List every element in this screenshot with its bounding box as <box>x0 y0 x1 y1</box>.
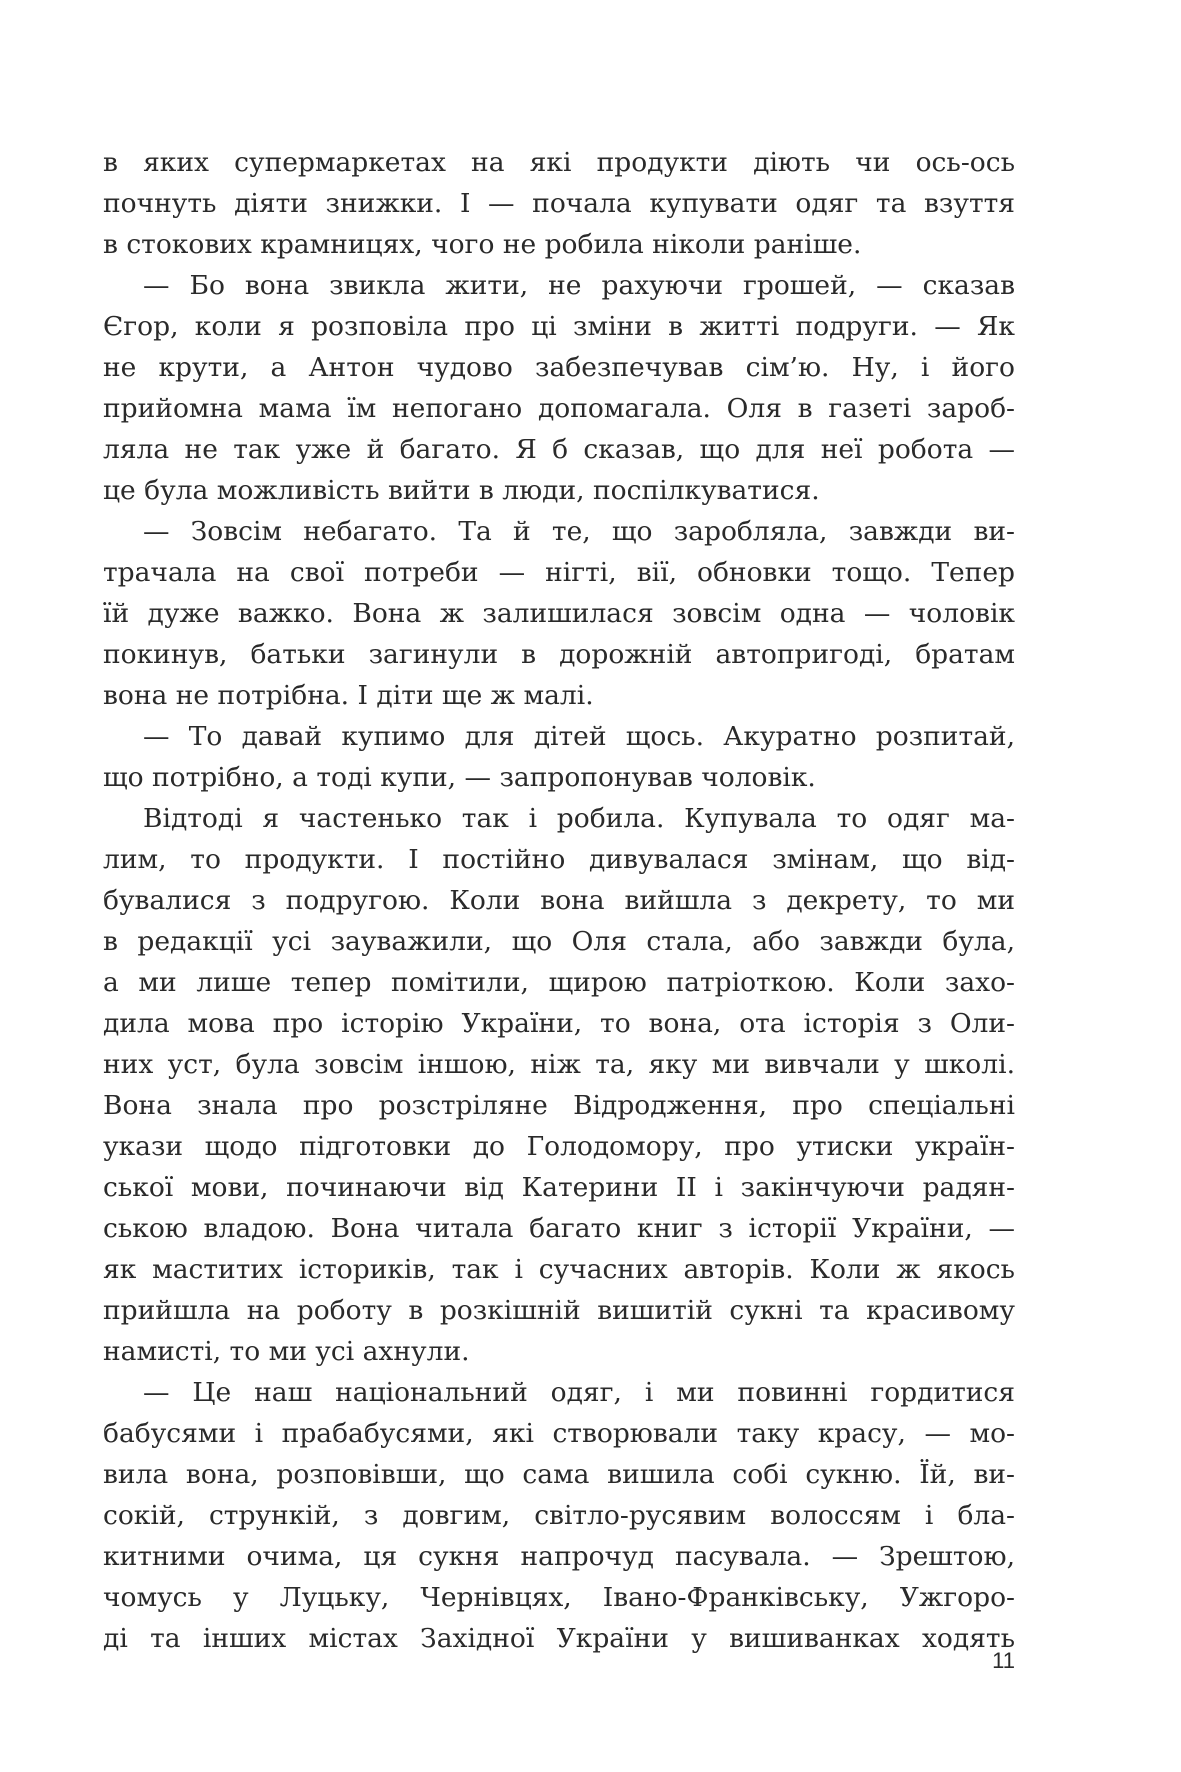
paragraph <box>103 142 1015 265</box>
text-line: дила мова про історію України, то вона, ота історія з Оли- <box>103 1008 1015 1039</box>
text-line: ляла не так уже й багато. Я б сказав, що для неї робота — <box>103 434 1015 465</box>
text-line: Вона знала про розстріляне Відродження, про спеціальні <box>103 1090 1015 1121</box>
text-line: бувалися з подругою. Коли вона вийшла з декрету, то ми <box>103 885 1015 916</box>
text-line: — То давай купимо для дітей щось. Акуратно розпитай, <box>143 721 1015 752</box>
paragraph <box>103 511 1015 716</box>
text-line: не крути, а Антон чудово забезпечував сім’ю. Ну, і його <box>103 352 1015 383</box>
text-line: трачала на свої потреби — нігті, вії, обновки тощо. Тепер <box>103 557 1015 588</box>
text-line: Єгор, коли я розповіла про ці зміни в житті подруги. — Як <box>103 311 1015 342</box>
body-text <box>103 142 1015 1659</box>
text-line: вона не потрібна. І діти ще ж малі. <box>103 680 594 711</box>
text-line: прийшла на роботу в розкішній вишитій сукні та красивому <box>103 1295 1015 1326</box>
text-line: ською владою. Вона читала багато книг з історії України, — <box>103 1213 1015 1244</box>
text-line: — Зовсім небагато. Та й те, що заробляла, завжди ви- <box>143 516 1015 547</box>
text-line: в редакції усі зауважили, що Оля стала, або завжди була, <box>103 926 1015 957</box>
paragraph <box>103 265 1015 511</box>
text-line: прийомна мама їм непогано допомагала. Оля в газеті зароб- <box>103 393 1015 424</box>
text-line: вила вона, розповівши, що сама вишила собі сукню. Їй, ви- <box>103 1459 1015 1490</box>
text-line: сокій, стрункій, з довгим, світло-русявим волоссям і бла- <box>103 1500 1015 1531</box>
text-line: це була можливість вийти в люди, поспілкуватися. <box>103 475 820 506</box>
text-line: як маститих істориків, так і сучасних авторів. Коли ж якось <box>103 1254 1015 1285</box>
text-line: — Це наш національний одяг, і ми повинні гордитися <box>143 1377 1015 1408</box>
text-line: ді та інших містах Західної України у вишиванках ходять <box>103 1623 1015 1654</box>
text-line: в стокових крамницях, чого не робила ніколи раніше. <box>103 229 862 260</box>
text-line: а ми лише тепер помітили, щирою патріоткою. Коли захо- <box>103 967 1015 998</box>
text-line: почнуть діяти знижки. І — почала купувати одяг та взуття <box>103 188 1015 219</box>
paragraph <box>103 1372 1015 1659</box>
paragraph <box>103 716 1015 798</box>
text-line: Відтоді я частенько так і робила. Купувала то одяг ма- <box>143 803 1015 834</box>
paragraph <box>103 798 1015 1372</box>
text-line: в яких супермаркетах на які продукти діють чи ось-ось <box>103 147 1015 178</box>
text-line: бабусями і прабабусями, які створювали таку красу, — мо- <box>103 1418 1015 1449</box>
text-line: чомусь у Луцьку, Чернівцях, Івано-Франківську, Ужгоро- <box>103 1582 1015 1613</box>
text-line: китними очима, ця сукня напрочуд пасувала. — Зрештою, <box>103 1541 1015 1572</box>
text-line: ської мови, починаючи від Катерини ІІ і закінчуючи радян- <box>103 1172 1015 1203</box>
text-line: що потрібно, а тоді купи, — запропонував чоловік. <box>103 762 816 793</box>
text-line: намисті, то ми усі ахнули. <box>103 1336 470 1367</box>
page-number: 11 <box>992 1648 1015 1673</box>
text-line: покинув, батьки загинули в дорожній автопригоді, братам <box>103 639 1015 670</box>
text-line: укази щодо підготовки до Голодомору, про утиски україн- <box>103 1131 1015 1162</box>
text-line: їй дуже важко. Вона ж залишилася зовсім одна — чоловік <box>103 598 1015 629</box>
text-line: них уст, була зовсім іншою, ніж та, яку ми вивчали у школі. <box>103 1049 1015 1080</box>
text-line: — Бо вона звикла жити, не рахуючи грошей, — сказав <box>143 270 1015 301</box>
text-line: лим, то продукти. І постійно дивувалася змінам, що від- <box>103 844 1015 875</box>
